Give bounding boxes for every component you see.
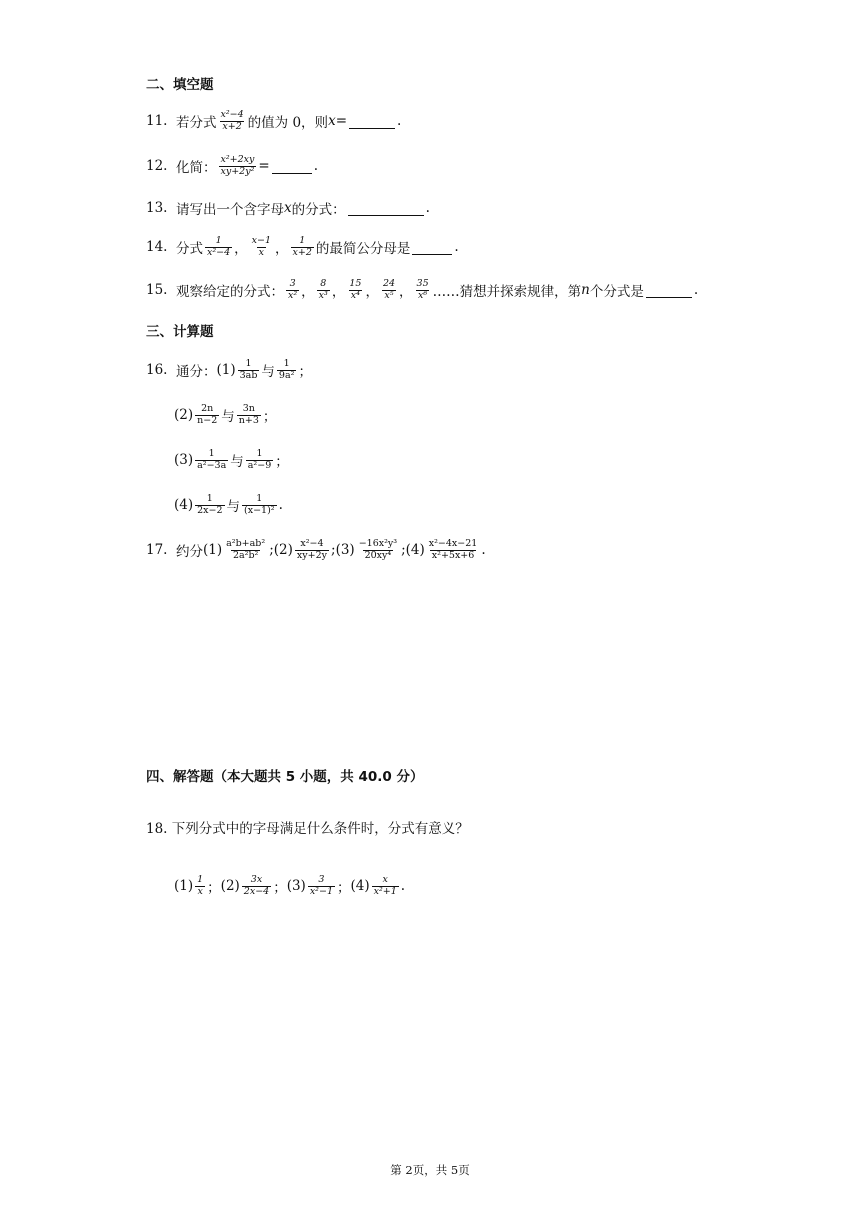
question-12: 12. 化简： $\frac{\text{x²+2xy}}{\text{xy+2y²}}$ = . (146, 153, 319, 177)
section-heading-answer: 四、解答题（本大题共 5 小题，共 40.0 分） (146, 769, 424, 785)
question-text: 18. 下列分式中的字母满足什么条件时，分式有意义？ (146, 821, 469, 837)
answer-blank (412, 240, 452, 255)
fraction: $\frac{3n}{n+3}$ (238, 402, 259, 426)
fraction: $\frac{\text{x²+2xy}}{\text{xy+2y²}}$ (220, 153, 255, 177)
fraction: $\frac{\text{−16x²y³}}{\text{20xy⁴}}$ (358, 537, 398, 561)
fraction: $\frac{1}{\text{(x−1)²}}$ (244, 492, 275, 516)
answer-blank (272, 159, 312, 174)
fraction: $\frac{1}{x+2}$ (292, 234, 312, 258)
question-number: 11. (146, 113, 168, 129)
fraction: $\frac{x-1}{x}$ (251, 234, 272, 258)
answer-blank (348, 201, 424, 216)
answer-blank (646, 283, 692, 298)
answer-blank (349, 114, 395, 129)
question-number: 13. (146, 200, 168, 216)
section-heading-compute: 三、计算题 (146, 324, 214, 340)
fraction: $\frac{3x}{2x-4}$ (243, 873, 270, 897)
question-text: 化简： (176, 160, 217, 176)
fraction: $\frac{15}{\text{x⁴}}$ (349, 277, 362, 301)
question-18-parts: (1) $\frac{1}{x}$ ； (2) $\frac{3x}{2x-4}$ ； (3) $\frac{3}{\text{x²−1}}$ ； (4) $\frac{x}{\text{x²+1}}$ . (174, 873, 406, 897)
fraction: $\frac{3}{\text{x²}}$ (288, 277, 298, 301)
fraction: $\frac{1}{2x-2}$ (197, 492, 223, 516)
fraction: $\frac{2n}{n-2}$ (197, 402, 218, 426)
fraction: $\frac{1}{\text{x²−4}}$ (207, 234, 231, 258)
question-16-part-2: (2) $\frac{2n}{n-2}$ 与 $\frac{3n}{n+3}$ ； (174, 402, 277, 426)
question-text: 约分 (176, 544, 203, 560)
question-number: 17. (146, 542, 168, 558)
question-13: 13. 请写出一个含字母 x 的分式： . (146, 200, 430, 218)
question-text: 分式 (176, 241, 203, 257)
question-text: 请写出一个含字母 (176, 202, 284, 218)
question-16-part-3: (3) $\frac{1}{\text{a²−3a}}$ 与 $\frac{1}{\text{a²−9}}$ ； (174, 447, 289, 471)
fraction: $\frac{\text{x²−4}}{x+2}$ (220, 108, 244, 132)
question-number: 16. (146, 362, 168, 378)
section-heading-fill-blank: 二、填空题 (146, 77, 214, 93)
question-text: 通分： (176, 364, 217, 380)
question-text: 观察给定的分式： (176, 284, 284, 300)
question-11: 11. 若分式 $\frac{\text{x²−4}}{x+2}$ 的值为 0，则 x = . (146, 108, 402, 132)
question-17: 17. 约分 (1) $\frac{\text{a²b+ab²}}{\text{2a²b²}}$ ; (2) $\frac{\text{x²−4}}{xy+2y}$ ; (3) $\frac{\text{−16x²y³}}{\text{20xy⁴}}$ ; (4) $\frac{\text{x²−4x−21}}{\text{x²+5x+6}}$ . (146, 537, 486, 561)
question-number: 14. (146, 239, 168, 255)
fraction: $\frac{\text{x²−4x−21}}{\text{x²+5x+6}}$ (428, 537, 478, 561)
fraction: $\frac{\text{a²b+ab²}}{\text{2a²b²}}$ (226, 537, 266, 561)
question-18 (146, 812, 469, 842)
fraction: $\frac{1}{\text{a²−9}}$ (247, 447, 272, 471)
question-14: 14. 分式 $\frac{1}{\text{x²−4}}$ ， $\frac{x-1}{x}$ ， $\frac{1}{x+2}$ 的最简公分母是 . (146, 234, 459, 258)
fraction: $\frac{3}{\text{x²−1}}$ (309, 873, 333, 897)
fraction: $\frac{1}{\text{a²−3a}}$ (197, 447, 227, 471)
fraction: $\frac{1}{x}$ (197, 873, 204, 897)
fraction: $\frac{\text{x²−4}}{xy+2y}$ (296, 537, 327, 561)
page-number-footer: 第 2页，共 5页 (390, 1163, 470, 1177)
fraction: $\frac{24}{\text{x⁵}}$ (382, 277, 396, 301)
question-16-part-4: (4) $\frac{1}{2x-2}$ 与 $\frac{1}{\text{(x−1)²}}$ . (174, 492, 283, 516)
fraction: $\frac{1}{3ab}$ (239, 357, 258, 381)
question-number: 15. (146, 282, 168, 298)
question-number: 12. (146, 158, 168, 174)
question-15: 15. 观察给定的分式： $\frac{3}{\text{x²}}$ ， $\frac{8}{\text{x³}}$ ， $\frac{15}{\text{x⁴}}$ ， $\frac{24}{\text{x⁵}}$ ， $\frac{35}{\text{x⁶}}$ ……猜想并探索规律，第 n 个分式是 . (146, 277, 699, 301)
fraction: $\frac{x}{\text{x²+1}}$ (373, 873, 397, 897)
question-16: 16. 通分： (1) $\frac{1}{3ab}$ 与 $\frac{1}{\text{9a²}}$ ； (146, 357, 312, 381)
fraction: $\frac{35}{\text{x⁶}}$ (416, 277, 429, 301)
fraction: $\frac{8}{\text{x³}}$ (318, 277, 328, 301)
question-text: 若分式 (176, 115, 217, 131)
fraction: $\frac{1}{\text{9a²}}$ (278, 357, 295, 381)
